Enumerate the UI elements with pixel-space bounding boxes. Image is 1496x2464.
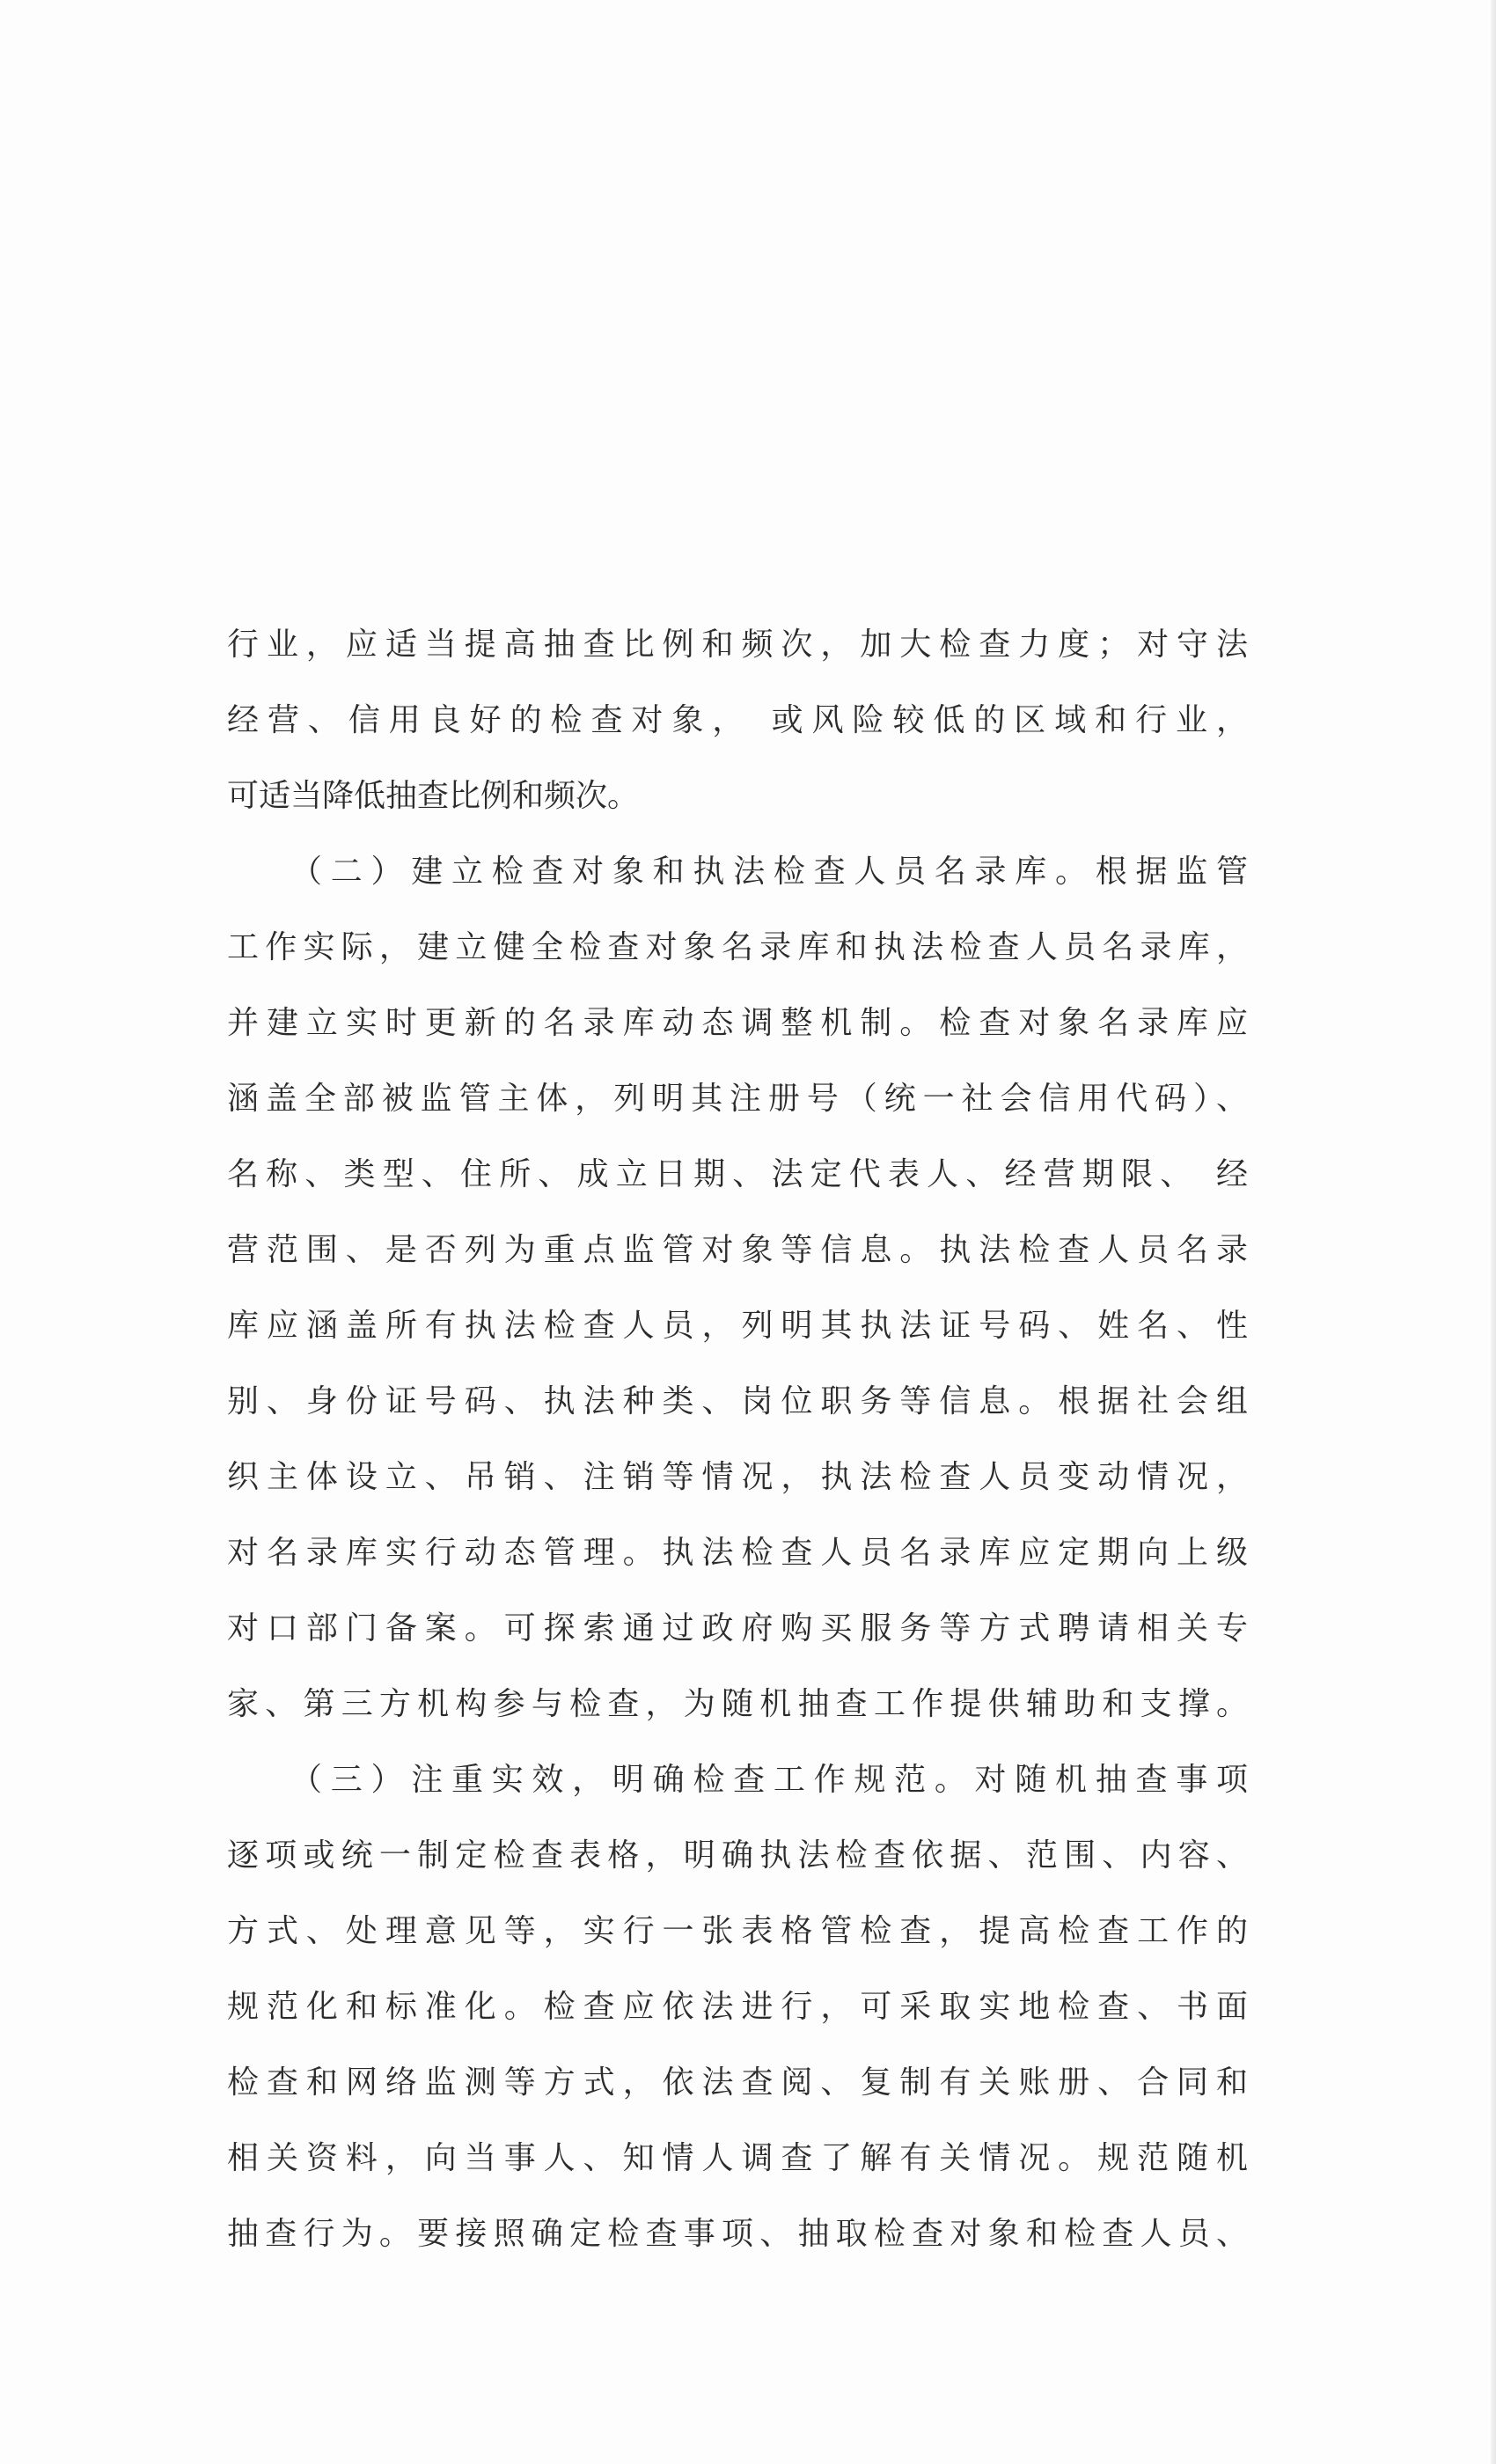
text-line: 相关资料，向当事人、知情人调查了解有关情况。规范随机 — [227, 2140, 1248, 2176]
text-line: 库应涵盖所有执法检查人员，列明其执法证号码、姓名、性 — [227, 1308, 1248, 1344]
text-line: 工作实际，建立健全检查对象名录库和执法检查人员名录库， — [227, 929, 1248, 965]
document-body — [227, 607, 1248, 2272]
section-heading-line: （三）注重实效，明确检查工作规范。对随机抽查事项 — [290, 1762, 1248, 1798]
text-line: 名称、类型、住所、成立日期、法定代表人、经营期限、 经 — [227, 1156, 1248, 1192]
text-line: 涵盖全部被监管主体，列明其注册号（统一社会信用代码）、 — [227, 1081, 1248, 1117]
text-line: 并建立实时更新的名录库动态调整机制。检查对象名录库应 — [227, 1005, 1248, 1041]
text-line: 经营、信用良好的检查对象， 或风险较低的区域和行业， — [227, 702, 1248, 738]
text-line: 检查和网络监测等方式，依法查阅、复制有关账册、合同和 — [227, 2064, 1248, 2101]
text-line: 抽查行为。要接照确定检查事项、抽取检查对象和检查人员、 — [227, 2216, 1248, 2252]
text-line: 行业，应适当提高抽查比例和频次，加大检查力度；对守法 — [227, 627, 1248, 663]
text-line: 对口部门备案。可探索通过政府购买服务等方式聘请相关专 — [227, 1610, 1248, 1646]
text-line: 营范围、是否列为重点监管对象等信息。执法检查人员名录 — [227, 1232, 1248, 1268]
text-line: 家、第三方机构参与检查，为随机抽查工作提供辅助和支撑。 — [227, 1686, 1248, 1722]
text-line: 别、身份证号码、执法种类、岗位职务等信息。根据社会组 — [227, 1383, 1248, 1419]
scan-edge — [1491, 0, 1496, 2464]
text-line: 规范化和标准化。检查应依法进行，可采取实地检查、书面 — [227, 1989, 1248, 2025]
text-line: 对名录库实行动态管理。执法检查人员名录库应定期向上级 — [227, 1535, 1248, 1571]
text-line: 织主体设立、吊销、注销等情况，执法检查人员变动情况， — [227, 1459, 1248, 1495]
text-line: 方式、处理意见等，实行一张表格管检查，提高检查工作的 — [227, 1913, 1248, 1949]
text-line: 可适当降低抽查比例和频次。 — [227, 778, 640, 814]
section-heading-line: （二）建立检查对象和执法检查人员名录库。根据监管 — [290, 854, 1248, 890]
text-line: 逐项或统一制定检查表格，明确执法检查依据、范围、内容、 — [227, 1837, 1248, 1874]
